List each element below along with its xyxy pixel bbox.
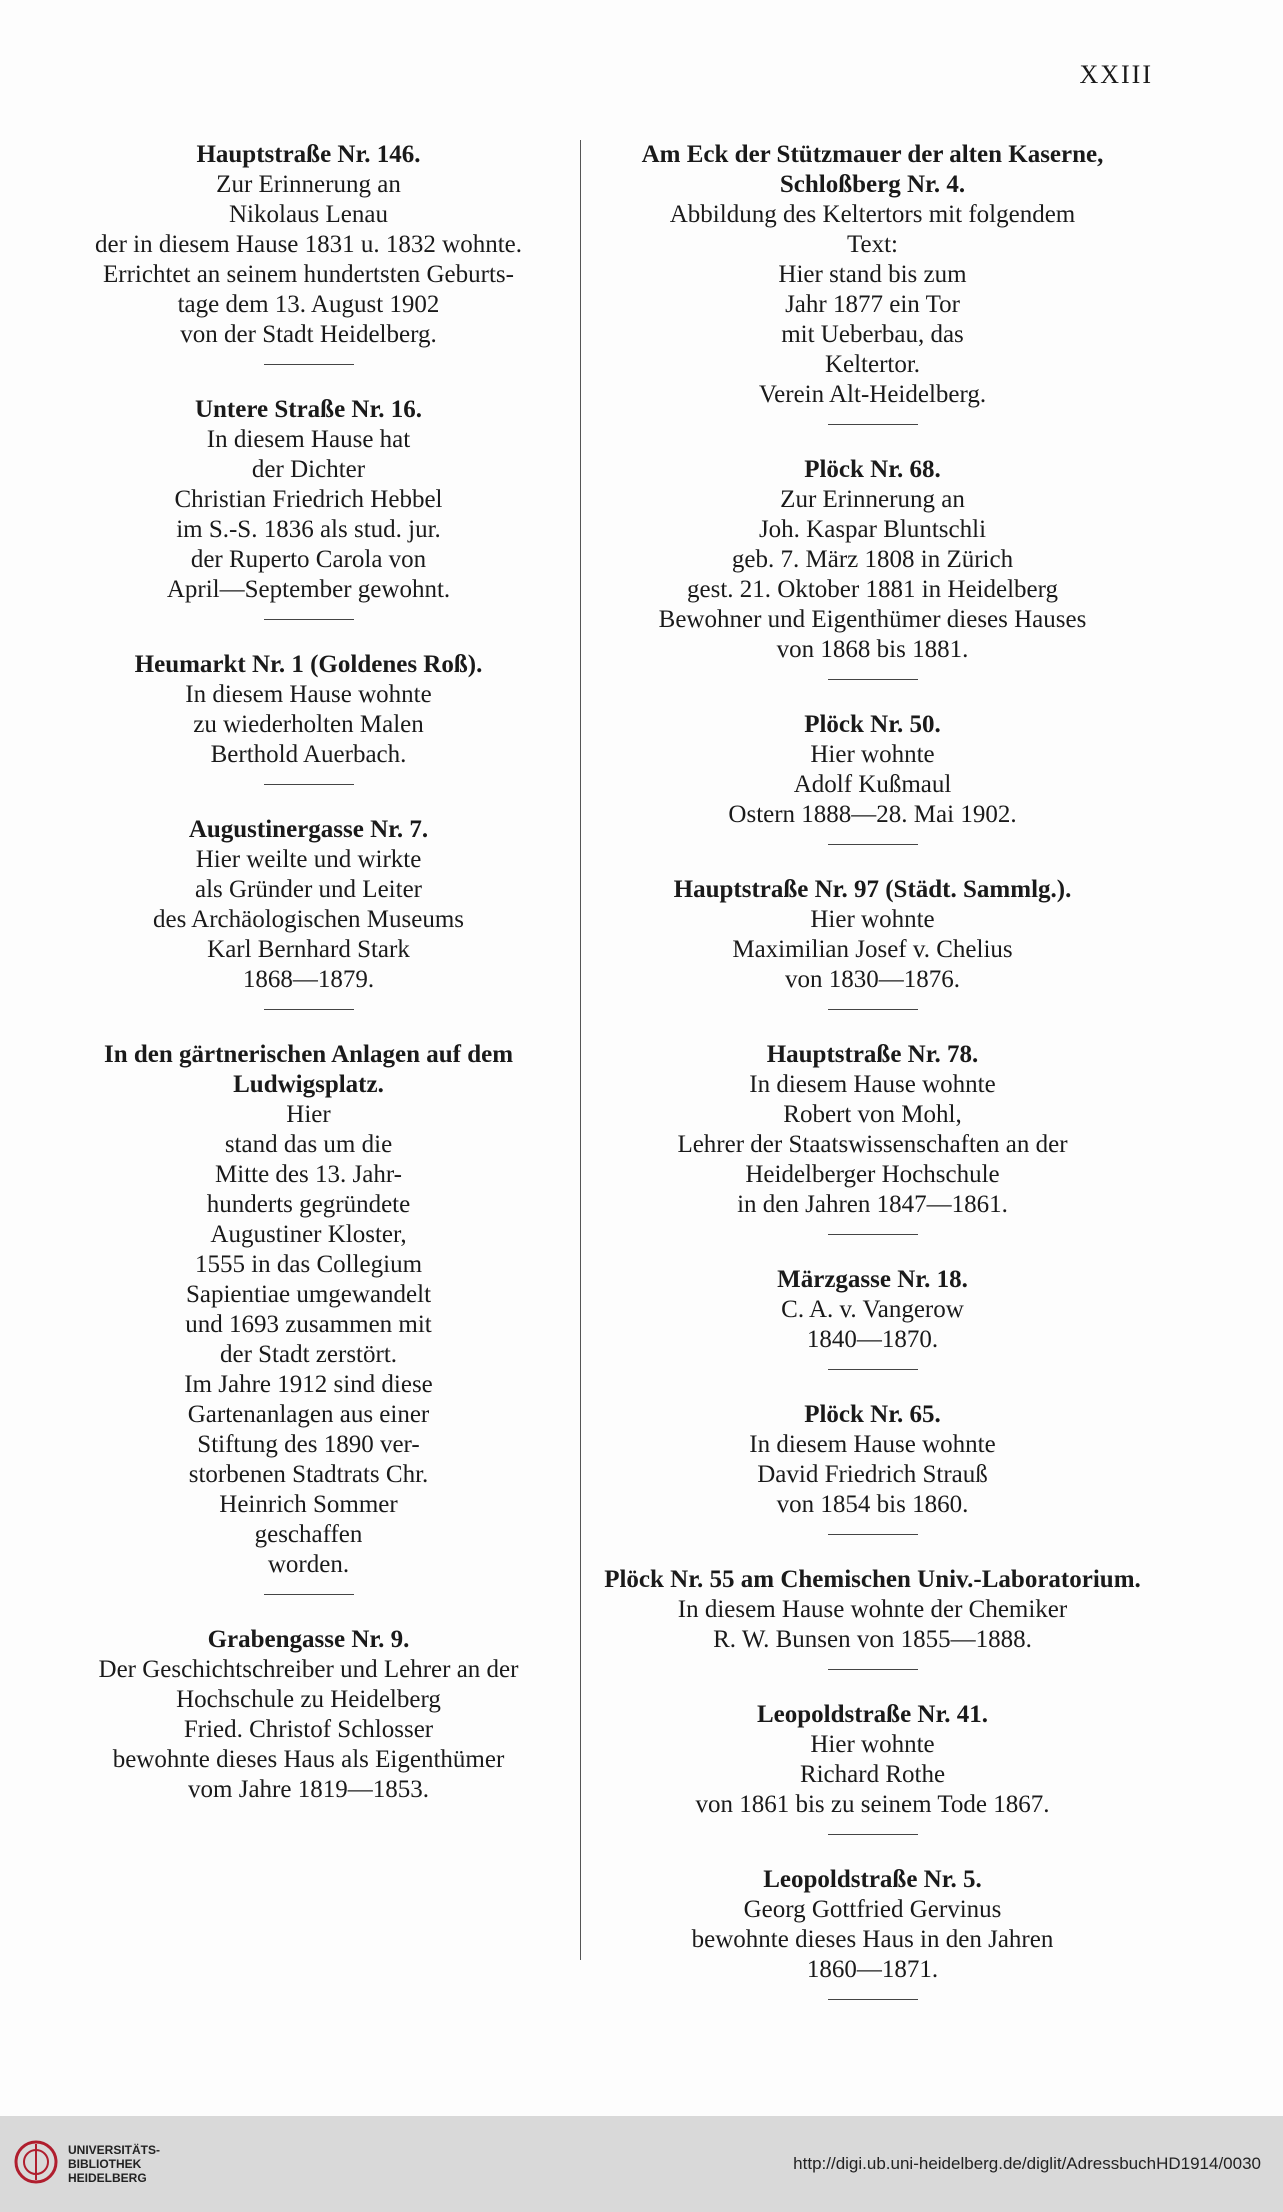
entry-line: Stiftung des 1890 ver- [197,1431,420,1458]
entry-heading: Leopoldstraße Nr. 41. [756,1701,989,1728]
page-number: XXIII [1079,60,1153,89]
entry-heading: Augustinergasse Nr. 7. [188,816,429,843]
entry-line: In diesem Hause wohnte der Chemiker [677,1596,1068,1623]
separator [828,1009,918,1010]
entry-line: Hier wohnte [810,1731,935,1758]
entry-line: 1868—1879. [242,966,375,993]
entry-line: als Gründer und Leiter [194,876,422,903]
entry-line: Text: [846,231,898,258]
entry-line: Richard Rothe [799,1761,946,1788]
entry-line: Maximilian Josef v. Chelius [732,936,1013,963]
plaque-entry [600,1565,1145,1655]
entry-heading: Hauptstraße Nr. 97 (Städt. Sammlg.). [673,876,1072,903]
entry-line: geschaffen [254,1521,363,1548]
separator [828,1669,918,1670]
entry-line: In diesem Hause hat [206,426,411,453]
separator [828,424,918,425]
entry-heading: Plöck Nr. 65. [804,1401,941,1428]
entry-line: bewohnte dieses Haus als Eigenthümer [112,1746,505,1773]
library-name: UNIVERSITÄTS- BIBLIOTHEK HEIDELBERG [68,2143,161,2185]
entry-line: gest. 21. Oktober 1881 in Heidelberg [687,576,1058,603]
entry-line: 1840—1870. [806,1326,939,1353]
plaque-entry [36,815,581,995]
separator [264,784,354,785]
entry-heading: Märzgasse Nr. 18. [777,1266,968,1293]
entry-line: Bewohner und Eigenthümer dieses Hauses [658,606,1087,633]
entry-line: Karl Bernhard Stark [207,936,410,963]
right-column [600,140,1145,2030]
entry-line: Hier [286,1101,331,1128]
separator [828,1834,918,1835]
plaque-entry [600,710,1145,830]
entry-line: Jahr 1877 ein Tor [785,291,960,318]
entry-line: des Archäologischen Museums [152,906,465,933]
source-url[interactable]: http://digi.ub.uni-heidelberg.de/diglit/AdressbuchHD1914/0030 [793,2154,1261,2173]
entry-line: Hier wohnte [810,906,935,933]
separator [828,1369,918,1370]
entry-line: der Dichter [251,456,366,483]
entry-line: bewohnte dieses Haus in den Jahren [691,1926,1054,1953]
separator [264,1009,354,1010]
entry-heading: In den gärtnerischen Anlagen auf dem Ludwigsplatz. [103,1041,514,1098]
entry-line: Der Geschichtschreiber und Lehrer an der [98,1656,519,1683]
entry-line: Christian Friedrich Hebbel [174,486,443,513]
plaque-entry [600,1400,1145,1520]
entry-line: im S.-S. 1836 als stud. jur. [176,516,441,543]
entry-heading: Heumarkt Nr. 1 (Goldenes Roß). [134,651,483,678]
separator [264,364,354,365]
entry-line: Mitte des 13. Jahr- [215,1161,402,1188]
plaque-entry [36,1040,581,1580]
separator [264,1594,354,1595]
entry-line: Hier stand bis zum [778,261,967,288]
entry-line: Fried. Christof Schlosser [183,1716,434,1743]
separator [264,619,354,620]
entry-line: hunderts gegründete [206,1191,411,1218]
left-column [36,140,581,1819]
entry-line: Zur Erinnerung an [216,171,401,198]
entry-line: Sapientiae umgewandelt [185,1281,432,1308]
separator [828,679,918,680]
separator [828,1999,918,2000]
entry-line: David Friedrich Strauß [757,1461,988,1488]
separator [828,1234,918,1235]
entry-line: worden. [267,1551,350,1578]
entry-line: tage dem 13. August 1902 [177,291,440,318]
plaque-entry [36,140,581,350]
entry-line: mit Ueberbau, das [781,321,964,348]
plaque-entry [600,1265,1145,1355]
entry-line: Adolf Kußmaul [793,771,952,798]
entry-heading: Am Eck der Stützmauer der alten Kaserne, Schloßberg Nr. 4. [641,141,1104,198]
entry-line: 1555 in das Collegium [194,1251,423,1278]
entry-heading: Plöck Nr. 68. [804,456,941,483]
entry-line: Ostern 1888—28. Mai 1902. [728,801,1017,828]
entry-line: Heidelberger Hochschule [745,1161,1000,1188]
entry-line: Augustiner Kloster, [210,1221,407,1248]
entry-line: Errichtet an seinem hundertsten Geburts- [103,261,514,288]
entry-heading: Untere Straße Nr. 16. [194,396,423,423]
entry-heading: Plöck Nr. 50. [804,711,941,738]
plaque-entry [600,1865,1145,1985]
entry-heading: Grabengasse Nr. 9. [207,1626,410,1653]
plaque-entry [600,1040,1145,1220]
entry-line: In diesem Hause wohnte [749,1071,996,1098]
entry-line: von 1861 bis zu seinem Tode 1867. [695,1791,1050,1818]
entry-line: stand das um die [224,1131,393,1158]
entry-line: von der Stadt Heidelberg. [180,321,437,348]
entry-line: In diesem Hause wohnte [185,681,432,708]
entry-line: Lehrer der Staatswissenschaften an der [677,1131,1068,1158]
entry-line: In diesem Hause wohnte [749,1431,996,1458]
separator [828,844,918,845]
plaque-entry [36,395,581,605]
entry-line: der Stadt zerstört. [219,1341,398,1368]
entry-line: Nikolaus Lenau [229,201,388,228]
entry-line: der Ruperto Carola von [190,546,427,573]
entry-line: von 1830—1876. [785,966,960,993]
plaque-entry [600,875,1145,995]
entry-line: April—September gewohnt. [166,576,451,603]
entry-line: Hochschule zu Heidelberg [176,1686,441,1713]
plaque-entry [600,140,1145,410]
viewer-footer [0,2116,1283,2212]
entry-line: Hier wohnte [810,741,935,768]
entry-line: der in diesem Hause 1831 u. 1832 wohnte. [94,231,522,258]
plaque-entry [36,650,581,770]
entry-line: Georg Gottfried Gervinus [743,1896,1002,1923]
entry-line: Robert von Mohl, [783,1101,962,1128]
entry-heading: Leopoldstraße Nr. 5. [763,1866,982,1893]
entry-line: Joh. Kaspar Bluntschli [758,516,987,543]
entry-heading: Plöck Nr. 55 am Chemischen Univ.-Laboratorium. [604,1566,1141,1593]
entry-line: vom Jahre 1819—1853. [188,1776,429,1803]
entry-line: Hier weilte und wirkte [195,846,422,873]
entry-line: Abbildung des Keltertors mit folgendem [669,201,1076,228]
entry-line: von 1868 bis 1881. [776,636,969,663]
library-logo[interactable] [14,2140,160,2189]
entry-line: in den Jahren 1847—1861. [737,1191,1008,1218]
entry-line: Heinrich Sommer [219,1491,398,1518]
entry-line: R. W. Bunsen von 1855—1888. [713,1626,1032,1653]
column-divider [580,140,581,1960]
entry-line: Verein Alt-Heidelberg. [758,381,987,408]
entry-heading: Hauptstraße Nr. 78. [766,1041,979,1068]
entry-line: Gartenanlagen aus einer [187,1401,430,1428]
entry-line: Im Jahre 1912 sind diese [184,1371,433,1398]
entry-line: Zur Erinnerung an [780,486,965,513]
entry-line: storbenen Stadtrats Chr. [188,1461,429,1488]
entry-line: von 1854 bis 1860. [776,1491,969,1518]
entry-line: 1860—1871. [806,1956,939,1983]
plaque-entry [600,455,1145,665]
library-seal-icon [14,2140,58,2189]
entry-line: Berthold Auerbach. [210,741,407,768]
entry-line: zu wiederholten Malen [193,711,424,738]
entry-line: und 1693 zusammen mit [185,1311,432,1338]
separator [828,1534,918,1535]
entry-heading: Hauptstraße Nr. 146. [196,141,421,168]
plaque-entry [36,1625,581,1805]
entry-line: C. A. v. Vangerow [781,1296,964,1323]
plaque-entry [600,1700,1145,1820]
entry-line: Keltertor. [824,351,921,378]
entry-line: geb. 7. März 1808 in Zürich [731,546,1014,573]
